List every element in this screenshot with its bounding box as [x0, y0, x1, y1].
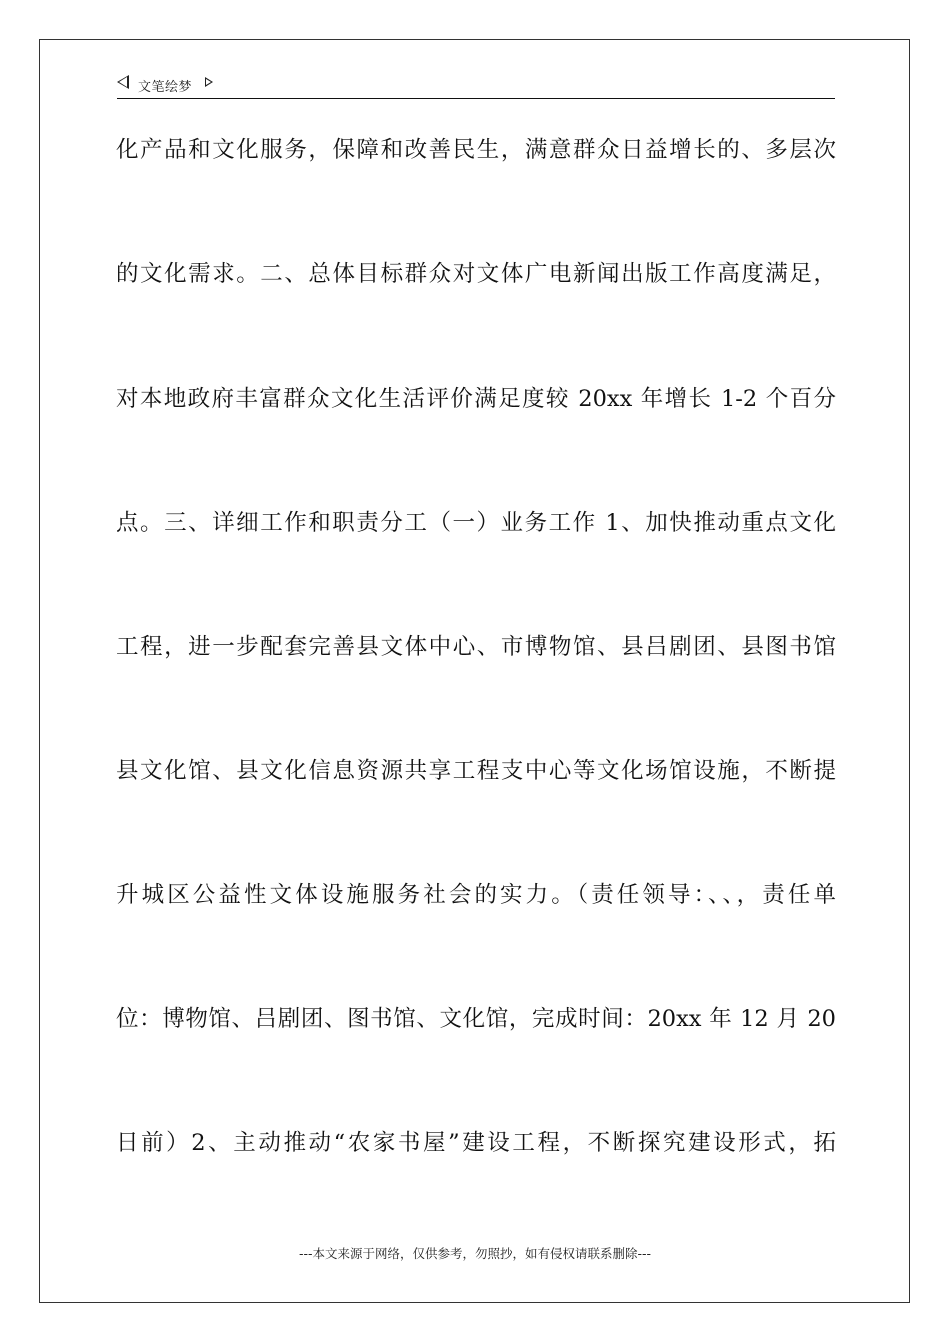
body-line: 位：博物馆、吕剧团、图书馆、文化馆，完成时间：20xx 年 12 月 20 [116, 1006, 836, 1032]
body-line: 县文化馆、县文化信息资源共享工程支中心等文化场馆设施，不断提 [116, 758, 836, 784]
triangle-left-icon [117, 75, 129, 89]
page-header [117, 72, 835, 99]
body-line: 升城区公益性文体设施服务社会的实力。（责任领导：、、，责任单 [116, 882, 836, 908]
body-line: 工程，进一步配套完善县文体中心、市博物馆、县吕剧团、县图书馆 [116, 634, 836, 660]
body-line: 化产品和文化服务，保障和改善民生，满意群众日益增长的、多层次 [116, 137, 836, 163]
body-line: 日前）2、主动推动“农家书屋”建设工程，不断探究建设形式，拓 [116, 1130, 836, 1156]
triangle-right-icon [205, 77, 213, 87]
body-line: 的文化需求。二、总体目标群众对文体广电新闻出版工作高度满足， [116, 261, 836, 287]
page-border [39, 39, 910, 1303]
header-brand: 文笔绘梦 [138, 80, 193, 95]
footer-disclaimer: ---本文来源于网络，仅供参考，勿照抄，如有侵权请联系删除--- [298, 1246, 652, 1261]
body-line: 对本地政府丰富群众文化生活评价满足度较 20xx 年增长 1-2 个百分 [116, 386, 836, 412]
body-line: 点。三、详细工作和职责分工（一）业务工作 1、加快推动重点文化 [116, 510, 836, 536]
